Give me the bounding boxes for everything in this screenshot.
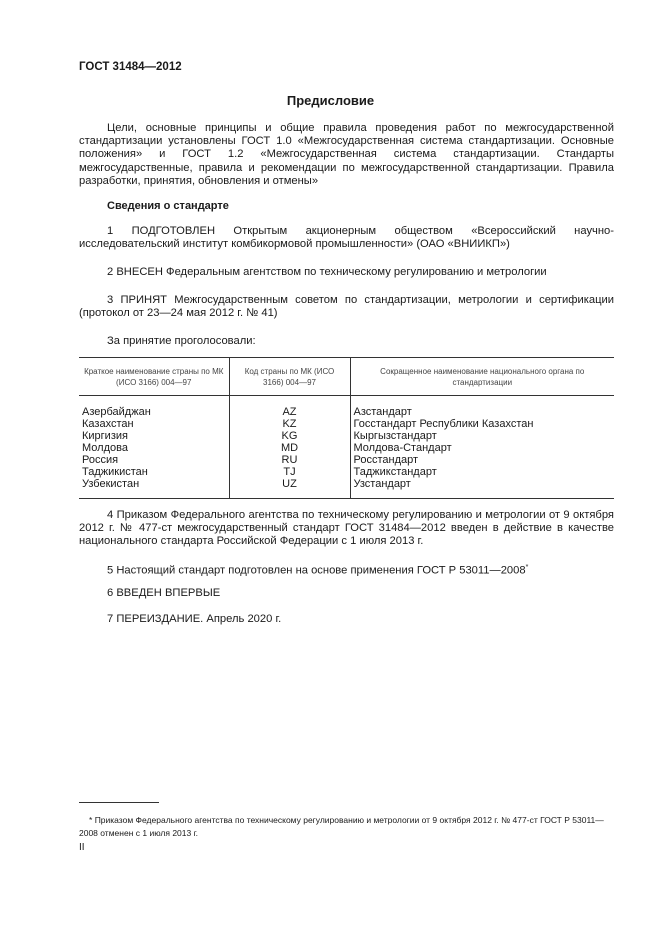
country-cell: Киргизия <box>82 430 128 442</box>
code-cell: UZ <box>282 478 297 490</box>
header-code: Код страны по МК (ИСО 3166) 004—97 <box>229 358 350 396</box>
item-4: 4 Приказом Федерального агентства по техническому регулированию и метрологии от 9 октября 2012 г. № 477-ст межгосударственный стандарт ГОСТ 31484—2012 введен в действие в качестве национального стандарта Российской Федерации с 1 июля 2013 г. <box>79 509 614 548</box>
footnote <box>79 814 614 840</box>
item-1: 1 ПОДГОТОВЛЕН Открытым акционерным обществом «Всероссийский научно-исследовательский институт комбикормовой промышленности» (ОАО «ВНИИКП») <box>79 225 614 251</box>
footnote-divider <box>79 802 159 803</box>
code-cell: KG <box>281 430 298 442</box>
country-cell: Таджикистан <box>82 466 148 478</box>
footnote-ref: * <box>525 564 529 571</box>
item-6: 6 ВВЕДЕН ВПЕРВЫЕ <box>107 587 221 599</box>
code-cell: AZ <box>282 406 297 418</box>
footnote-mark: * <box>89 815 93 825</box>
body-cell: Молдова-Стандарт <box>353 442 452 454</box>
footnote-text: Приказом Федерального агентства по техническому регулированию и метрологии от 9 октября 2012 г. № 477-ст ГОСТ Р 53011—2008 отменен с 1 июля 2013 г. <box>79 815 604 838</box>
body-cell: Госстандарт Республики Казахстан <box>353 418 534 430</box>
code-cell: KZ <box>282 418 297 430</box>
vote-label: За принятие проголосовали: <box>107 335 256 347</box>
member-states-table <box>79 357 614 499</box>
country-cell: Азербайджан <box>82 406 151 418</box>
body-cell: Азстандарт <box>353 406 412 418</box>
country-cell: Молдова <box>82 442 128 454</box>
item-7: 7 ПЕРЕИЗДАНИЕ. Апрель 2020 г. <box>107 613 282 625</box>
body-cell: Узстандарт <box>353 478 411 490</box>
item-3: 3 ПРИНЯТ Межгосударственным советом по стандартизации, метрологии и сертификации (протокол от 23—24 мая 2012 г. № 41) <box>79 294 614 320</box>
country-cell: Казахстан <box>82 418 134 430</box>
table-row <box>79 396 614 499</box>
page-number: II <box>79 842 85 853</box>
item-5-text: 5 Настоящий стандарт подготовлен на основе применения ГОСТ Р 53011—2008 <box>107 564 526 577</box>
header-body: Сокращенное наименование национального органа по стандартизации <box>350 358 614 396</box>
header-country: Краткое наименование страны по МК (ИСО 3166) 004—97 <box>79 358 229 396</box>
body-cell: Росстандарт <box>353 454 419 466</box>
country-cell: Россия <box>82 454 119 466</box>
page-title: Предисловие <box>286 93 375 108</box>
code-cell: MD <box>280 442 299 454</box>
item-2: 2 ВНЕСЕН Федеральным агентством по техническому регулированию и метрологии <box>107 266 547 278</box>
code-cell: TJ <box>283 466 296 478</box>
standard-id: ГОСТ 31484—2012 <box>79 61 182 73</box>
body-cell: Таджикстандарт <box>353 466 437 478</box>
code-cell: RU <box>281 454 298 466</box>
country-cell: Узбекистан <box>82 478 140 490</box>
section-subtitle: Сведения о стандарте <box>107 200 229 212</box>
intro-paragraph: Цели, основные принципы и общие правила проведения работ по межгосударственной стандартизации установлены ГОСТ 1.0 «Межгосударственная система стандартизации. Основные положения» и ГОСТ 1.2 «Межгосударственная система стандартизации. Стандарты межгосударственные, правила и рекомендации по межгосударственной стандартизации. Правила разработки, принятия, обновления и отмены» <box>79 122 614 187</box>
body-cell: Кыргызстандарт <box>353 430 437 442</box>
item-5 <box>79 561 614 578</box>
